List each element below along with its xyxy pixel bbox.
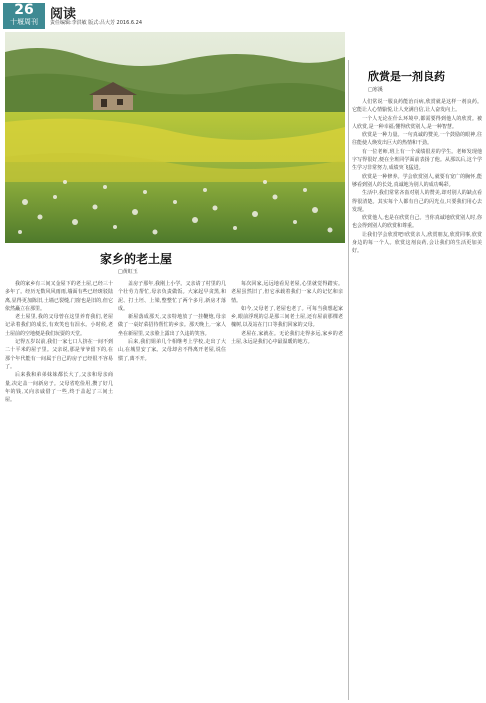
column-divider [348,60,349,700]
side-article-body [352,98,482,700]
paragraph: 盖房子那年,我刚上小学。父亲请了村里的几个壮劳力帮忙,母亲负责做饭。大家起早贪黑,和泥、打土坯、上梁,整整忙了两个多月,新房才落成。 [118,281,226,312]
paragraph: 欣赏是一种力量。一句真诚的赞美,一个鼓励的眼神,往往能使人焕发出巨大的热情和干劲。 [352,132,482,147]
paragraph: 老屋在,家就在。无论我们走得多远,家乡的老土屋,永远是我们心中最温暖的地方。 [231,330,343,346]
paragraph: 有一位老师,班上有一个成绩很差的学生。老师发现他字写得很好,便在全班同学面前表扬了他。从那以后,这个学生学习非常努力,成绩突飞猛进。 [352,148,482,172]
paragraph: 后来我和弟弟妹妹都长大了,父亲和母亲商量,决定盖一间新房子。父母省吃俭用,攒了好几年的钱,又向亲戚借了一些,终于盖起了三间土屋。 [5,372,113,404]
paragraph: 生活中,我们常常吝啬对别人的赞美,却对别人的缺点看得很清楚。其实每个人都有自己的闪光点,只要我们用心去发现。 [352,190,482,213]
paragraph: 记得五岁以前,我们一家七口人挤在一间不到二十平米的屋子里。父亲说,那是爷爷留下的,在那个年代能有一间属于自己的房子已经很不容易了。 [5,339,113,370]
paragraph: 老土屋里,我的父母曾在这里养育我们,老屋记录着我们的成长,有欢笑也有泪水。小时候,老土屋前的空地便是我们玩耍的天堂。 [5,314,113,337]
main-article-column-3 [231,280,343,700]
page-number: 26 [14,2,34,18]
editor-line: 责任编辑:李洪敏 版式:吕大芳 2016.6.24 [50,20,142,26]
paragraph: 人们常说一服良药能治百病,欣赏就是这样一剂良药。它能让人心情愉悦,让人充满自信,让人奋发向上。 [352,99,482,114]
paragraph: 新屋落成那天,父亲特地放了一挂鞭炮,母亲做了一桌好菜招待帮忙的乡亲。那天晚上,一家人坐在新屋里,父亲脸上露出了久违的笑容。 [118,314,226,337]
main-article-column-1 [5,280,113,700]
paragraph: 每次回家,远远地看见老屋,心里就觉得踏实。老屋虽然旧了,但它承载着我们一家人的记忆和亲情。 [231,281,343,304]
side-article-title: 欣赏是一剂良药 [368,70,445,83]
paragraph: 欣赏是一种修养。学会欣赏别人,就要有宽广的胸怀,能够看到别人的长处,真诚地为别人的成功喝彩。 [352,173,482,188]
rapeseed-field-photo [5,32,345,243]
page-header [0,0,486,30]
paragraph: 如今,父母老了,老屋也老了。可每当我想起家乡,眼前浮现的总是那三间老土屋,还有屋前那棵老槐树,以及站在门口等我们回家的父母。 [231,305,343,329]
main-article-author: □黄虹玉 [118,269,138,275]
page-number-box [3,3,45,29]
paper-name: 十堰周刊 [10,18,38,26]
main-article-column-2 [118,280,226,700]
paragraph: 后来,我们姐弟几个相继考上学校,走出了大山,在城里安了家。父母却舍不得离开老屋,说住惯了,离不开。 [118,339,226,362]
side-article-author: □寒溪 [368,87,383,93]
paragraph: 让我们学会欣赏吧!欣赏亲人,欣赏朋友,欣赏同事,欣赏身边的每一个人。欣赏这剂良药,会让我们的生活更加美好。 [352,231,482,255]
section-title: 阅读 [50,7,77,22]
paragraph: 一个人无论在什么环境中,都需要得到他人的欣赏。被人欣赏,是一种幸福;懂得欣赏别人,是一种智慧。 [352,115,482,130]
paragraph: 欣赏他人,也是在欣赏自己。当你真诚地欣赏别人时,你也会得到别人的欣赏和尊重。 [352,215,482,230]
main-article-title: 家乡的老土屋 [100,252,173,266]
paragraph: 我的家乡有三间又金屋下的老土屋,已经三十多年了。经历无数风风雨雨,墙面有些已经斑驳陆离,显得更加陈旧,土墙已裂缝,门窗也是旧的,但它依然矗立在那里。 [5,281,113,312]
